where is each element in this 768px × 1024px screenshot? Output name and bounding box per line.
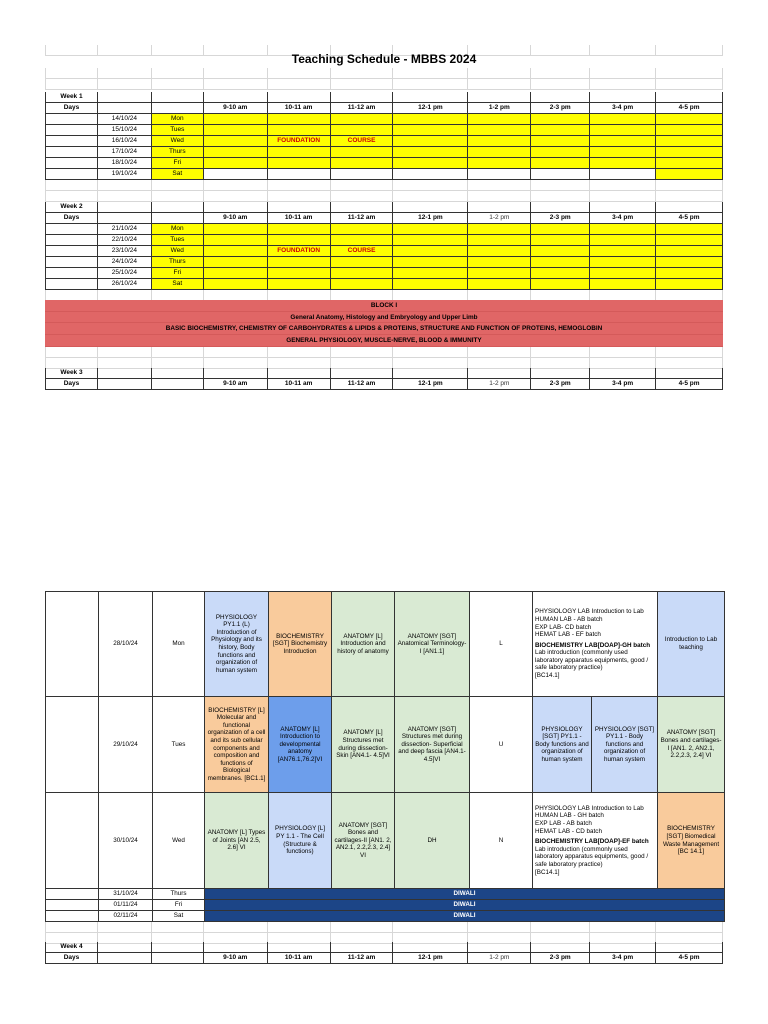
holiday-row	[46, 911, 725, 922]
week4-table	[45, 942, 723, 964]
session-cell: ANATOMY [L] Introduction to developmental anatomy [AN76.1,76.2]VI	[269, 697, 332, 793]
date-cell: 22/10/24	[98, 235, 152, 246]
course-label: COURSE	[331, 246, 394, 257]
day-cell: Sat	[152, 169, 204, 180]
lunch-letter: L	[470, 592, 533, 697]
table-row	[46, 793, 725, 889]
days-header: Days	[45, 103, 98, 114]
lab-line: HUMAN LAB - GH batch	[535, 812, 604, 820]
page-title: Teaching Schedule - MBBS 2024	[291, 52, 477, 66]
day-cell: Wed	[152, 246, 204, 257]
slot-header: 11-12 am	[331, 953, 394, 964]
table-row	[45, 147, 723, 158]
table-row	[45, 257, 723, 268]
slot-header: 9-10 am	[204, 213, 268, 224]
session-cell: BIOCHEMISTRY [SGT] Biomedical Waste Management [BC 14.1]	[658, 793, 725, 889]
date-cell: 16/10/24	[98, 136, 152, 147]
holiday-row	[46, 900, 725, 911]
session-cell: ANATOMY [SGT] Bones and cartilages-I [AN1. 2, AN2.1, 2.2,2.3, 2.4] VI	[658, 697, 725, 793]
slot-header: 3-4 pm	[590, 953, 656, 964]
slot-header: 11-12 am	[331, 379, 394, 390]
slot-header: 2-3 pm	[531, 213, 590, 224]
table-row	[45, 136, 723, 147]
date-cell: 31/10/24	[99, 889, 153, 900]
day-cell: Fri	[152, 158, 204, 169]
session-cell: PHYSIOLOGY [L] PY 1.1 - The Cell (Structure & functions)	[269, 793, 332, 889]
day-cell: Mon	[153, 592, 205, 697]
week-label: Week 4	[45, 942, 98, 953]
date-cell: 18/10/24	[98, 158, 152, 169]
detail-schedule-table	[45, 591, 725, 922]
title-row	[45, 51, 723, 68]
date-cell: 21/10/24	[98, 224, 152, 235]
table-row	[46, 697, 725, 793]
date-cell: 14/10/24	[98, 114, 152, 125]
lab-line: Lab introduction (commonly used laboratory apparatus equipments, good /	[535, 845, 649, 861]
day-cell: Thurs	[153, 889, 205, 900]
date-cell: 23/10/24	[98, 246, 152, 257]
slot-header: 1-2 pm	[468, 953, 531, 964]
spacer-rows	[45, 922, 723, 944]
day-cell: Sat	[152, 279, 204, 290]
slot-header: 2-3 pm	[531, 103, 590, 114]
day-cell: Tues	[152, 235, 204, 246]
course-label: COURSE	[331, 136, 394, 147]
holiday-label: DIWALI	[205, 900, 725, 911]
lab-session-cell	[533, 592, 658, 697]
slot-header: 12-1 pm	[393, 953, 468, 964]
date-cell: 28/10/24	[99, 592, 153, 697]
week-label: Week 1	[45, 92, 98, 103]
block-banner	[45, 300, 723, 347]
slot-header: 3-4 pm	[590, 213, 656, 224]
table-row	[45, 246, 723, 257]
days-header: Days	[45, 953, 98, 964]
table-row	[45, 279, 723, 290]
days-header: Days	[45, 379, 98, 390]
table-row	[45, 268, 723, 279]
holiday-label: DIWALI	[205, 889, 725, 900]
day-cell: Fri	[152, 268, 204, 279]
session-cell: PHYSIOLOGY [SGT] PY1.1 - Body functions and organization of human system	[533, 697, 592, 793]
session-cell: ANATOMY [L] Introduction and history of anatomy	[332, 592, 395, 697]
slot-header: 4-5 pm	[656, 953, 723, 964]
lab-line: HEMAT LAB - EF batch	[535, 631, 601, 639]
foundation-label: FOUNDATION	[268, 246, 331, 257]
slot-header: 10-11 am	[268, 103, 331, 114]
day-cell: Thurs	[152, 257, 204, 268]
slot-header: 1-2 pm	[468, 379, 531, 390]
lab-line: EXP LAB - AB batch	[535, 820, 592, 828]
lab-line: PHYSIOLOGY LAB Introduction to Lab	[535, 804, 644, 812]
slot-header: 2-3 pm	[531, 953, 590, 964]
slot-header: 3-4 pm	[590, 103, 656, 114]
block-title: BLOCK I	[45, 300, 723, 312]
day-cell: Sat	[153, 911, 205, 922]
day-cell: Mon	[152, 224, 204, 235]
table-row	[45, 224, 723, 235]
holiday-row	[46, 889, 725, 900]
date-cell: 29/10/24	[99, 697, 153, 793]
slot-header: 11-12 am	[331, 103, 394, 114]
session-cell: PHYSIOLOGY [SGT] PY1.1 - Body functions and organization of human system	[592, 697, 658, 793]
session-cell: ANATOMY [SGT] Structures met during dissection- Superficial and deep fascia [AN4.1- 4.5]VI	[395, 697, 470, 793]
slot-header: 4-5 pm	[656, 103, 723, 114]
session-cell: ANATOMY [SGT] Anatomical Terminology-I [AN1.1]	[395, 592, 470, 697]
slot-header: 9-10 am	[204, 953, 268, 964]
slot-header: 4-5 pm	[656, 379, 723, 390]
lab-line: PHYSIOLOGY LAB Introduction to Lab	[535, 608, 644, 616]
holiday-label: DIWALI	[205, 911, 725, 922]
slot-header: 4-5 pm	[656, 213, 723, 224]
lab-line: EXP LAB- CD batch	[535, 623, 592, 631]
foundation-label: FOUNDATION	[268, 136, 331, 147]
slot-header: 1-2 pm	[468, 103, 531, 114]
session-cell: ANATOMY [L] Types of Joints [AN 2.5, 2.6] VI	[205, 793, 269, 889]
day-cell: Tues	[153, 697, 205, 793]
day-cell: Thurs	[152, 147, 204, 158]
lab-line: safe laboratory practice)	[535, 860, 603, 868]
slot-header: 10-11 am	[268, 953, 331, 964]
spacer-rows	[45, 180, 723, 202]
date-cell: 25/10/24	[98, 268, 152, 279]
slot-header: 3-4 pm	[590, 379, 656, 390]
lab-line: HUMAN LAB - AB batch	[535, 615, 603, 623]
slot-header: 11-12 am	[331, 213, 394, 224]
table-row	[45, 114, 723, 125]
block-subject-anatomy: General Anatomy, Histology and Embryology and Upper Limb	[45, 312, 723, 324]
week2-table	[45, 202, 723, 290]
slot-header: 12-1 pm	[393, 213, 468, 224]
lab-line: [BC14.1]	[535, 672, 560, 680]
slot-header: 12-1 pm	[393, 103, 468, 114]
slot-header: 9-10 am	[204, 103, 268, 114]
table-row	[45, 125, 723, 136]
slot-header: 10-11 am	[268, 379, 331, 390]
slot-header: 10-11 am	[268, 213, 331, 224]
session-cell: ANATOMY [L] Structures met during dissection-Skin [AN4.1- 4.5]VI	[332, 697, 395, 793]
date-cell: 01/11/24	[99, 900, 153, 911]
session-cell: Introduction to Lab teaching	[658, 592, 725, 697]
table-row	[46, 592, 725, 697]
date-cell: 26/10/24	[98, 279, 152, 290]
day-cell: Wed	[153, 793, 205, 889]
lab-line: HEMAT LAB - CD batch	[535, 827, 602, 835]
lab-line: BIOCHEMISTRY LAB[DOAP]-GH batch	[535, 641, 651, 649]
session-cell: BIOCHEMISTRY [L] Molecular and functional organization of a cell and its sub cellular components and composition and functions of Biological membranes. [BC1.1]	[205, 697, 269, 793]
date-cell: 24/10/24	[98, 257, 152, 268]
lab-line: [BC14.1]	[535, 868, 560, 876]
date-cell: 19/10/24	[98, 169, 152, 180]
session-cell: DH	[395, 793, 470, 889]
session-cell: PHYSIOLOGY PY1.1 (L) Introduction of Physiology and its history, Body functions and organization of human system	[205, 592, 269, 697]
slot-header: 2-3 pm	[531, 379, 590, 390]
table-row	[45, 169, 723, 180]
day-cell: Fri	[153, 900, 205, 911]
block-subject-physiology: GENERAL PHYSIOLOGY, MUSCLE-NERVE, BLOOD & IMMUNITY	[45, 335, 723, 347]
lab-session-cell	[533, 793, 658, 889]
lab-line: BIOCHEMISTRY LAB[DOAP]-EF batch	[535, 838, 649, 846]
session-cell: BIOCHEMISTRY [SGT] Biochemistry Introduction	[269, 592, 332, 697]
day-cell: Wed	[152, 136, 204, 147]
lab-line: Lab introduction (commonly used laboratory apparatus equipments, good /	[535, 649, 649, 664]
slot-header: 9-10 am	[204, 379, 268, 390]
day-cell: Tues	[152, 125, 204, 136]
session-cell: ANATOMY [SGT] Bones and cartilages-II [AN1. 2, AN2.1, 2.2,2.3, 2.4] VI	[332, 793, 395, 889]
lunch-letter: U	[470, 697, 533, 793]
week-label: Week 3	[45, 368, 98, 379]
slot-header: 1-2 pm	[468, 213, 531, 224]
block-subject-biochemistry: BASIC BIOCHEMISTRY, CHEMISTRY OF CARBOHYDRATES & LIPIDS & PROTEINS, STRUCTURE AND FUNCTION OF PROTEINS, HEMOGLOBIN	[45, 323, 723, 335]
table-row	[45, 235, 723, 246]
days-header: Days	[45, 213, 98, 224]
blank-rows-after-title	[45, 68, 723, 90]
date-cell: 02/11/24	[99, 911, 153, 922]
week1-table	[45, 92, 723, 180]
table-row	[45, 158, 723, 169]
lunch-letter: N	[470, 793, 533, 889]
date-cell: 15/10/24	[98, 125, 152, 136]
day-cell: Mon	[152, 114, 204, 125]
date-cell: 17/10/24	[98, 147, 152, 158]
slot-header: 12-1 pm	[393, 379, 468, 390]
spacer-rows	[45, 347, 723, 369]
date-cell: 30/10/24	[99, 793, 153, 889]
week3-table	[45, 368, 723, 390]
lab-line: safe laboratory practice)	[535, 664, 603, 672]
week-label: Week 2	[45, 202, 98, 213]
